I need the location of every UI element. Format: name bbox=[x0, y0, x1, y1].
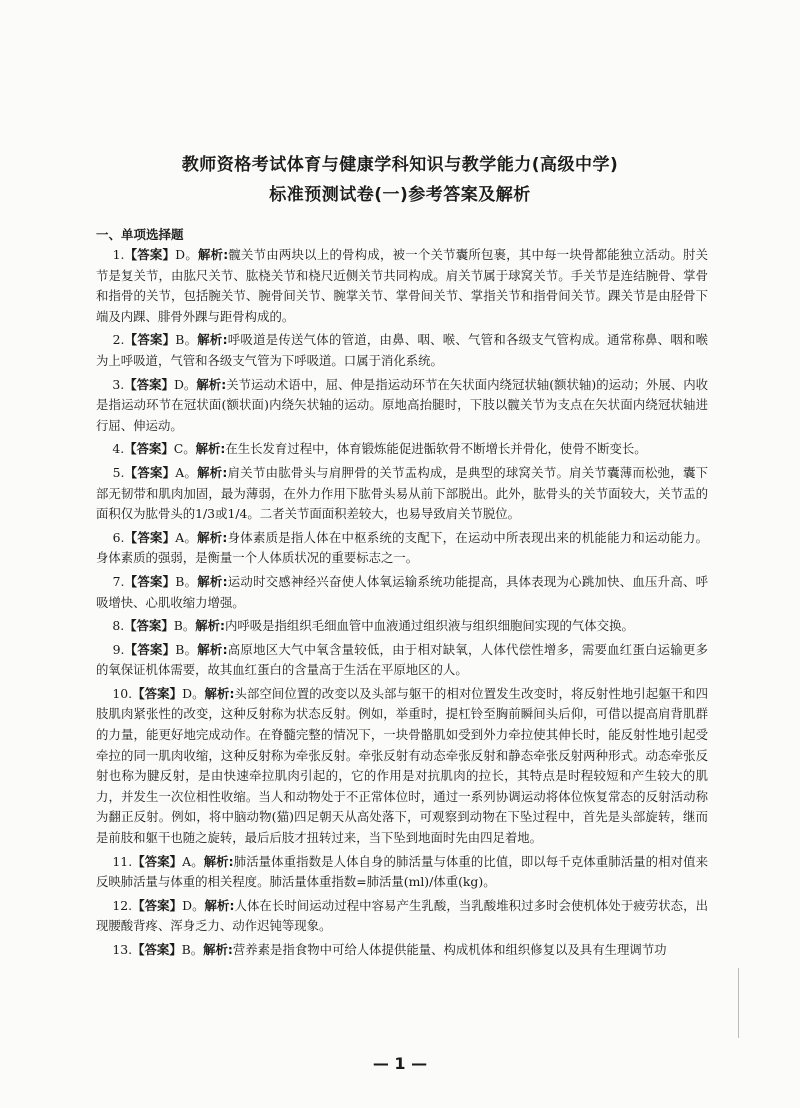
answer-item bbox=[96, 245, 708, 327]
analysis-text: 内呼吸是指组织毛细血管中血液通过组织液与组织细胞间实现的气体交换。 bbox=[224, 618, 634, 634]
answer-tag: 【答案】 bbox=[124, 618, 174, 634]
answer-option: A。 bbox=[175, 529, 198, 545]
answer-item bbox=[96, 375, 708, 437]
indent bbox=[96, 441, 112, 456]
answer-option: B。 bbox=[175, 332, 198, 348]
question-number: 2. bbox=[112, 332, 125, 348]
answer-option: A。 bbox=[175, 464, 198, 480]
analysis-text: 呼吸道是传送气体的管道，由鼻、咽、喉、气管和各级支气管构成。通常称鼻、咽和喉为上呼吸道，气管和各级支气管为下呼吸道。口属于消化系统。 bbox=[96, 332, 709, 368]
question-number: 13. bbox=[112, 942, 133, 957]
analysis-text: 肩关节由肱骨头与肩胛骨的关节盂构成，是典型的球窝关节。肩关节囊薄而松弛，囊下部无韧带和肌肉加固，最为薄弱，在外力作用下肱骨头易从前下部脱出。此外，肱骨头的关节面较大，关节盂的面积仅为肱骨头的1/3或1/4。二者关节面面积差较大，也易导致肩关节脱位。 bbox=[96, 464, 708, 522]
document-title-line1: 教师资格考试体育与健康学科知识与教学能力(高级中学) bbox=[181, 155, 619, 175]
answer-item bbox=[96, 616, 708, 637]
analysis-tag: 解析: bbox=[195, 618, 225, 634]
analysis-text: 身体素质是指人体在中枢系统的支配下，在运动中所表现出来的机能能力和运动能力。身体素质的强弱，是衡量一个人体质状况的重要标志之一。 bbox=[96, 529, 708, 566]
analysis-text: 关节运动术语中，屈、伸是指运动环节在矢状面内绕冠状轴(额状轴)的运动；外展、内收是指运动环节在冠状面(额状面)内绕矢状轴的运动。原地高抬腿时，下肢以髋关节为支点在矢状面内绕冠状轴进行屈、伸运动。 bbox=[96, 376, 709, 433]
answer-tag: 【答案】 bbox=[124, 376, 174, 392]
answer-item bbox=[96, 528, 708, 569]
answer-tag: 【答案】 bbox=[132, 897, 183, 913]
analysis-text: 运动时交感神经兴奋使人体氧运输系统功能提高，具体表现为心跳加快、血压升高、呼吸增快、心肌收缩力增强。 bbox=[96, 573, 709, 610]
indent bbox=[96, 465, 113, 480]
question-number: 3. bbox=[112, 376, 125, 392]
answer-item bbox=[96, 896, 708, 937]
indent bbox=[96, 574, 113, 589]
answer-tag: 【答案】 bbox=[132, 853, 183, 869]
indent bbox=[96, 642, 113, 657]
analysis-tag: 解析: bbox=[197, 464, 228, 480]
answer-option: D。 bbox=[182, 685, 205, 701]
answer-tag: 【答案】 bbox=[132, 942, 182, 957]
answer-option: D。 bbox=[173, 376, 197, 392]
answer-tag: 【答案】 bbox=[124, 247, 176, 262]
answer-option: B。 bbox=[175, 641, 198, 657]
answer-option: D。 bbox=[175, 247, 198, 262]
answer-item bbox=[96, 463, 708, 525]
answer-tag: 【答案】 bbox=[124, 529, 176, 545]
question-number: 6. bbox=[112, 529, 125, 545]
question-number: 7. bbox=[112, 573, 125, 589]
page-number: — 1 — bbox=[372, 1054, 428, 1073]
indent bbox=[96, 686, 112, 701]
analysis-tag: 解析: bbox=[196, 376, 227, 392]
analysis-tag: 解析: bbox=[204, 685, 235, 701]
indent bbox=[96, 377, 112, 392]
analysis-tag: 解析: bbox=[204, 897, 235, 913]
analysis-tag: 解析: bbox=[197, 573, 228, 589]
indent bbox=[96, 247, 113, 262]
indent bbox=[96, 942, 112, 957]
answer-tag: 【答案】 bbox=[124, 641, 176, 657]
analysis-text: 髋关节由两块以上的骨构成，被一个关节囊所包裹，其中每一块骨都能独立活动。肘关节是复关节，由肱尺关节、肱桡关节和桡尺近侧关节共同构成。肩关节属于球窝关节。手关节是连结腕骨、掌骨和指骨的关节，包括腕关节、腕骨间关节、腕掌关节、掌骨间关节、掌指关节和指骨间关节。踝关节是由胫骨下端及内踝、腓骨外踝与距骨构成的。 bbox=[96, 247, 709, 324]
analysis-tag: 解析: bbox=[203, 853, 234, 869]
answer-item bbox=[96, 572, 708, 613]
answer-option: B。 bbox=[181, 942, 204, 957]
answer-item bbox=[96, 439, 708, 460]
analysis-tag: 解析: bbox=[197, 641, 228, 657]
analysis-tag: 解析: bbox=[197, 529, 228, 545]
answer-item bbox=[96, 852, 708, 893]
analysis-text: 肺活量体重指数是人体自身的肺活量与体重的比值，即以每千克体重肺活量的相对值来反映肺活量与体重的相关程度。肺活量体重指数=肺活量(ml)/体重(kg)。 bbox=[96, 853, 708, 890]
question-number: 9. bbox=[112, 641, 125, 657]
answer-item bbox=[96, 330, 708, 371]
answer-option: D。 bbox=[182, 897, 205, 913]
question-number: 12. bbox=[112, 897, 133, 913]
answer-option: A。 bbox=[182, 853, 204, 869]
analysis-tag: 解析: bbox=[197, 247, 229, 262]
analysis-text: 高原地区大气中氧含量较低，由于相对缺氧，人体代偿性增多，需要血红蛋白运输更多的氧保证机体需要，故其血红蛋白的含量高于生活在平原地区的人。 bbox=[96, 641, 709, 678]
analysis-text: 人体在长时间运动过程中容易产生乳酸，当乳酸堆积过多时会使机体处于疲劳状态，出现腰酸背疼、浑身乏力、动作迟钝等现象。 bbox=[96, 897, 708, 934]
answer-tag: 【答案】 bbox=[124, 573, 176, 589]
answer-option: C。 bbox=[173, 441, 196, 457]
question-number: 4. bbox=[112, 441, 125, 457]
analysis-text: 营养素是指食物中可给人体提供能量、构成机体和组织修复以及具有生理调节功 bbox=[232, 942, 667, 957]
section-heading: 一、单项选择题 bbox=[96, 227, 184, 242]
answer-item bbox=[96, 940, 708, 961]
analysis-tag: 解析: bbox=[195, 441, 226, 457]
indent bbox=[96, 618, 112, 633]
answer-option: B。 bbox=[173, 618, 196, 634]
analysis-tag: 解析: bbox=[203, 942, 233, 957]
question-number: 1. bbox=[112, 247, 125, 262]
question-number: 11. bbox=[112, 853, 133, 869]
document-title-line2: 标准预测试卷(一)参考答案及解析 bbox=[269, 185, 531, 205]
answer-item bbox=[96, 640, 708, 681]
answer-tag: 【答案】 bbox=[132, 685, 183, 701]
answer-item bbox=[96, 684, 708, 849]
question-number: 8. bbox=[112, 618, 125, 634]
answer-tag: 【答案】 bbox=[124, 332, 176, 348]
indent bbox=[96, 530, 113, 545]
indent bbox=[96, 898, 112, 913]
question-number: 5. bbox=[112, 464, 125, 480]
answer-option: B。 bbox=[175, 573, 198, 589]
analysis-text: 在生长发育过程中，体育锻炼能促进骺软骨不断增长并骨化，使骨不断变长。 bbox=[225, 441, 647, 457]
analysis-tag: 解析: bbox=[197, 332, 228, 348]
analysis-text: 头部空间位置的改变以及头部与躯干的相对位置发生改变时，将反射性地引起躯干和四肢肌肉紧张性的改变，这种反射称为状态反射。例如，举重时，提杠铃至胸前瞬间头后仰，可借以提高肩背肌群的力量，能更好地完成动作。在脊髓完整的情况下，一块骨骼肌如受到外力牵拉使其伸长时，能反射性地引起受牵拉的同一肌肉收缩，这种反射称为牵张反射。牵张反射有动态牵张反射和静态牵张反射两种形式。动态牵张反射也称为腱反射，是由快速牵拉肌肉引起的，它的作用是对抗肌肉的拉长，其特点是时程较短和产生较大的肌力，并发生一次位相性收缩。当人和动物处于不正常体位时，通过一系列协调运动将体位恢复常态的反射活动称为翻正反射。例如，将中脑动物(猫)四足朝天从高处落下，可观察到动物在下坠过程中，首先是头部旋转，继而是前肢和躯干也随之旋转，最后后肢才扭转过来，当下坠到地面时先由四足着地。 bbox=[96, 685, 708, 846]
answer-list bbox=[96, 245, 708, 964]
question-number: 10. bbox=[112, 685, 133, 701]
scan-edge-mark bbox=[738, 968, 739, 1038]
answer-tag: 【答案】 bbox=[124, 464, 176, 480]
indent bbox=[96, 854, 112, 869]
answer-tag: 【答案】 bbox=[124, 441, 174, 457]
indent bbox=[96, 332, 113, 347]
